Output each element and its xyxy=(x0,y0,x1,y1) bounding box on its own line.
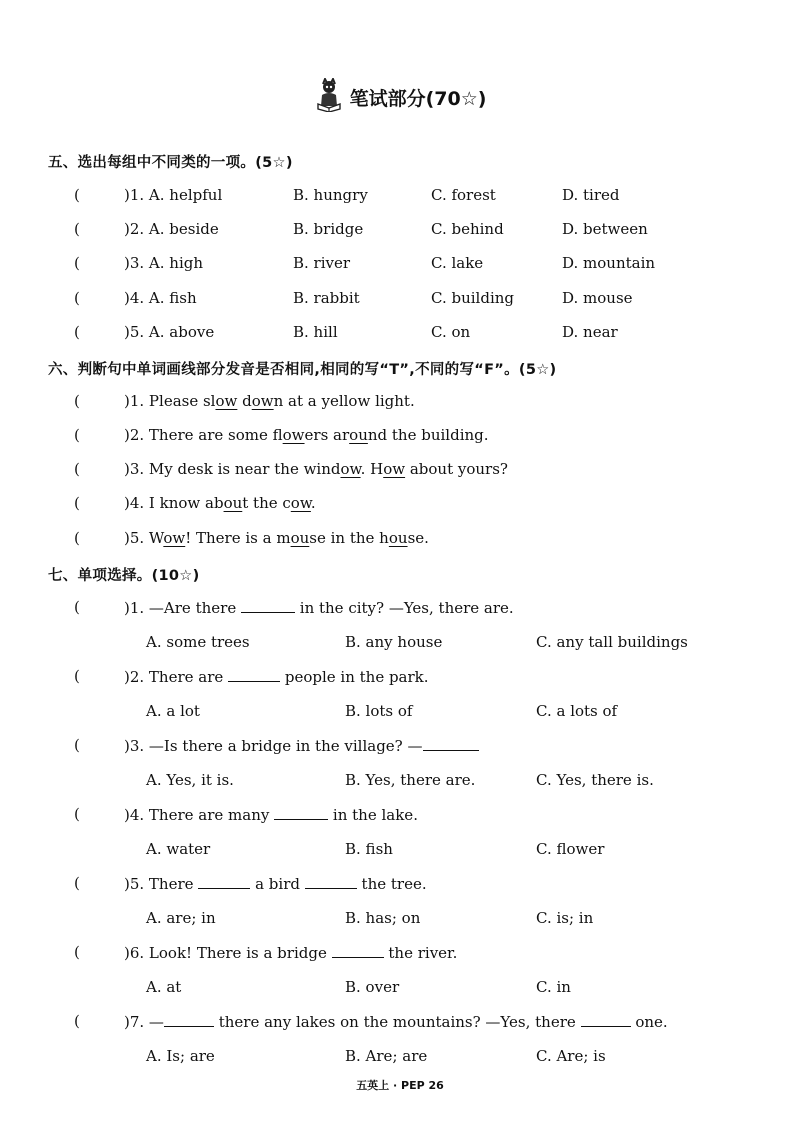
option-b: B. lots of xyxy=(345,702,413,720)
answer-paren[interactable]: ( xyxy=(74,667,80,685)
section5-heading: 五、选出每组中不同类的一项。(5☆) xyxy=(48,155,293,171)
answer-blank[interactable] xyxy=(423,736,479,751)
option-a: A. at xyxy=(146,978,182,996)
underlined-part: ow xyxy=(163,529,186,547)
option-c: C. any tall buildings xyxy=(536,633,688,651)
option-d: D. between xyxy=(562,220,648,238)
question-text: )5. There a bird the tree. xyxy=(124,875,427,893)
answer-paren[interactable]: ( xyxy=(74,220,80,238)
s7-question-3 xyxy=(0,736,800,760)
option-a: )1. A. helpful xyxy=(124,186,223,204)
sentence: )3. My desk is near the window. How about yours? xyxy=(124,460,508,478)
s7-question-4 xyxy=(0,805,800,829)
question-text: )7. — there any lakes on the mountains? —Yes, there one. xyxy=(124,1013,668,1031)
s6-question-2 xyxy=(0,426,800,450)
s7-question-1 xyxy=(0,598,800,622)
option-a: )5. A. above xyxy=(124,323,215,341)
underlined-part: ow xyxy=(290,494,311,512)
sentence: )4. I know about the cow. xyxy=(124,494,316,512)
option-a: A. are; in xyxy=(146,909,216,927)
page-title xyxy=(0,78,800,117)
option-c: C. forest xyxy=(431,186,496,204)
option-b: B. hill xyxy=(293,323,338,341)
option-a: )3. A. high xyxy=(124,254,204,272)
sentence: )1. Please slow down at a yellow light. xyxy=(124,392,415,410)
answer-paren[interactable]: ( xyxy=(74,254,80,272)
s7-question-2 xyxy=(0,667,800,691)
option-b: B. over xyxy=(345,978,400,996)
option-b: B. river xyxy=(293,254,351,272)
s7-options-4 xyxy=(0,840,800,864)
option-b: B. has; on xyxy=(345,909,421,927)
option-b: B. hungry xyxy=(293,186,368,204)
s7-question-6 xyxy=(0,943,800,967)
s7-question-7 xyxy=(0,1012,800,1036)
option-d: D. mouse xyxy=(562,289,633,307)
s7-options-6 xyxy=(0,978,800,1002)
s6-question-1 xyxy=(0,392,800,416)
title-text: 笔试部分(70☆) xyxy=(349,88,487,110)
option-c: C. behind xyxy=(431,220,504,238)
answer-paren[interactable]: ( xyxy=(74,289,80,307)
sentence: )2. There are some flowers around the building. xyxy=(124,426,489,444)
option-c: C. flower xyxy=(536,840,605,858)
answer-blank[interactable] xyxy=(164,1012,214,1027)
answer-blank[interactable] xyxy=(332,943,384,958)
option-b: B. rabbit xyxy=(293,289,360,307)
s5-question-1 xyxy=(0,186,800,210)
option-a: A. Yes, it is. xyxy=(146,771,234,789)
s5-question-5 xyxy=(0,323,800,347)
option-a: )2. A. beside xyxy=(124,220,219,238)
s6-question-4 xyxy=(0,494,800,518)
s6-question-5 xyxy=(0,529,800,553)
s5-question-3 xyxy=(0,254,800,278)
answer-blank[interactable] xyxy=(241,598,295,613)
question-text: )1. —Are there in the city? —Yes, there are. xyxy=(124,599,514,617)
answer-paren[interactable]: ( xyxy=(74,805,80,823)
sentence: )5. Wow! There is a mouse in the house. xyxy=(124,529,429,547)
option-c: C. lake xyxy=(431,254,484,272)
option-c: C. building xyxy=(431,289,514,307)
option-a: A. water xyxy=(146,840,211,858)
option-c: C. a lots of xyxy=(536,702,618,720)
page-footer: 五英上 · PEP 26 xyxy=(356,1079,444,1092)
underlined-part: ow xyxy=(215,392,238,410)
underlined-part: ou xyxy=(349,426,368,444)
question-text: )4. There are many in the lake. xyxy=(124,806,418,824)
answer-paren[interactable]: ( xyxy=(74,426,80,444)
underlined-part: ow xyxy=(282,426,305,444)
underlined-part: ow xyxy=(383,460,406,478)
underlined-part: ou xyxy=(223,494,243,512)
answer-blank[interactable] xyxy=(581,1012,631,1027)
answer-paren[interactable]: ( xyxy=(74,943,80,961)
answer-blank[interactable] xyxy=(305,874,357,889)
s7-options-2 xyxy=(0,702,800,726)
option-b: B. any house xyxy=(345,633,443,651)
underlined-part: ou xyxy=(290,529,310,547)
answer-paren[interactable]: ( xyxy=(74,494,80,512)
option-a: )4. A. fish xyxy=(124,289,197,307)
option-d: D. near xyxy=(562,323,618,341)
underlined-part: ow xyxy=(251,392,274,410)
option-a: A. a lot xyxy=(146,702,200,720)
option-b: B. bridge xyxy=(293,220,364,238)
s7-options-1 xyxy=(0,633,800,657)
underlined-part: ow xyxy=(340,460,361,478)
option-c: C. in xyxy=(536,978,571,996)
s7-options-7 xyxy=(0,1047,800,1071)
student-reading-icon xyxy=(314,78,344,117)
option-a: A. Is; are xyxy=(146,1047,215,1065)
option-c: C. is; in xyxy=(536,909,594,927)
answer-paren[interactable]: ( xyxy=(74,1012,80,1030)
answer-blank[interactable] xyxy=(198,874,250,889)
option-b: B. Are; are xyxy=(345,1047,428,1065)
answer-paren[interactable]: ( xyxy=(74,529,80,547)
option-b: B. Yes, there are. xyxy=(345,771,476,789)
answer-paren[interactable]: ( xyxy=(74,323,80,341)
option-d: D. mountain xyxy=(562,254,656,272)
option-d: D. tired xyxy=(562,186,620,204)
answer-paren[interactable]: ( xyxy=(74,186,80,204)
s7-options-3 xyxy=(0,771,800,795)
s6-question-3 xyxy=(0,460,800,484)
option-c: C. on xyxy=(431,323,471,341)
s7-options-5 xyxy=(0,909,800,933)
section7-heading: 七、单项选择。(10☆) xyxy=(48,568,200,584)
answer-paren[interactable]: ( xyxy=(74,598,80,616)
option-c: C. Yes, there is. xyxy=(536,771,654,789)
question-text: )2. There are people in the park. xyxy=(124,668,429,686)
answer-paren[interactable]: ( xyxy=(74,736,80,754)
option-b: B. fish xyxy=(345,840,393,858)
answer-paren[interactable]: ( xyxy=(74,392,80,410)
question-text: )3. —Is there a bridge in the village? — xyxy=(124,736,479,755)
s5-question-4 xyxy=(0,289,800,313)
s7-question-5 xyxy=(0,874,800,898)
answer-blank[interactable] xyxy=(274,805,328,820)
answer-blank[interactable] xyxy=(228,667,280,682)
question-text: )6. Look! There is a bridge the river. xyxy=(124,944,458,962)
section6-heading: 六、判断句中单词画线部分发音是否相同,相同的写“T”,不同的写“F”。(5☆) xyxy=(48,362,557,378)
option-c: C. Are; is xyxy=(536,1047,606,1065)
answer-paren[interactable]: ( xyxy=(74,874,80,892)
answer-paren[interactable]: ( xyxy=(74,460,80,478)
underlined-part: ou xyxy=(388,529,408,547)
s5-question-2 xyxy=(0,220,800,244)
option-a: A. some trees xyxy=(146,633,250,651)
